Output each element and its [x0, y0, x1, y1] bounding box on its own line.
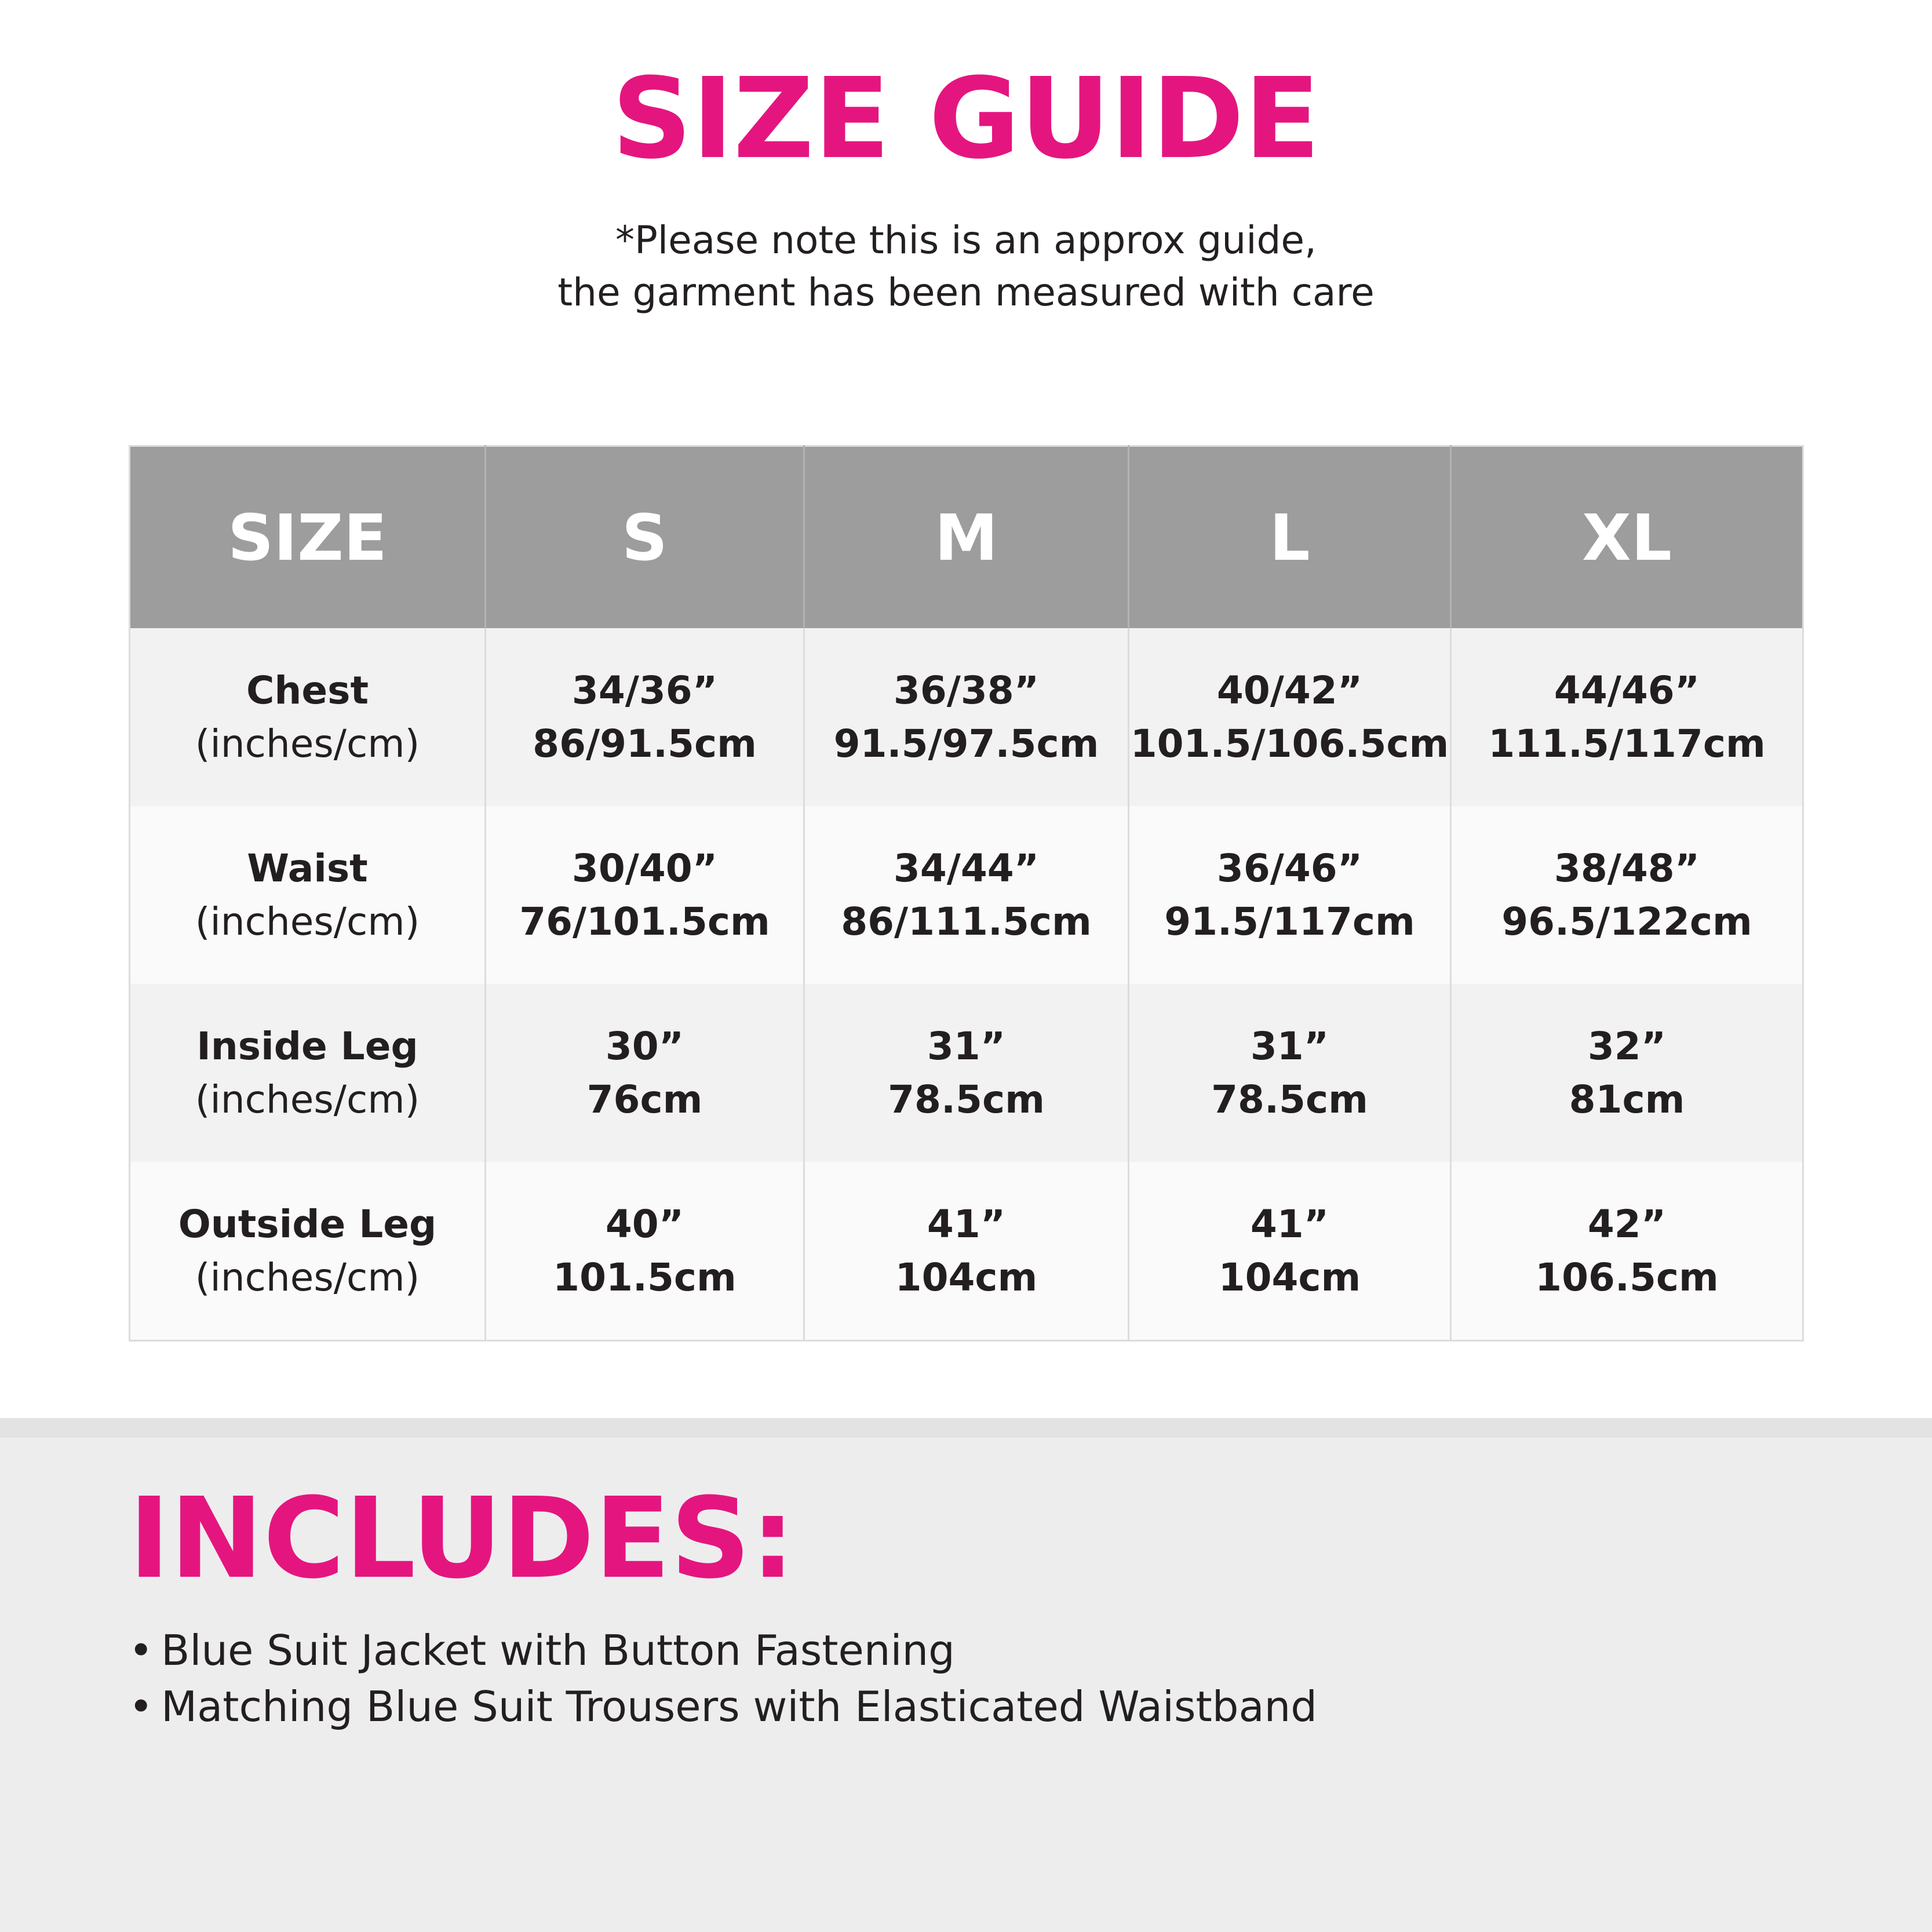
column-header-s: S [486, 446, 804, 629]
measure-unit: (inches/cm) [195, 1077, 420, 1122]
table-cell [1129, 628, 1451, 806]
includes-list [129, 1623, 1317, 1735]
measure-unit: (inches/cm) [195, 1255, 420, 1300]
cm-value: 111.5/117cm [1488, 721, 1766, 766]
bullet-icon: • [129, 1626, 154, 1675]
inches-value: 40” [605, 1201, 684, 1246]
cm-value: 101.5/106.5cm [1130, 721, 1449, 766]
page-title: SIZE GUIDE [611, 54, 1321, 184]
measure-name: Chest [246, 668, 369, 713]
row-label-cell [130, 984, 486, 1162]
inches-value: 44/46” [1554, 668, 1700, 713]
table-cell [804, 984, 1129, 1162]
cm-value: 78.5cm [888, 1077, 1045, 1122]
inches-value: 36/46” [1216, 845, 1363, 891]
disclaimer-note [0, 214, 1932, 319]
table-cell [1451, 628, 1803, 806]
table-cell [1129, 806, 1451, 984]
table-cell [1451, 806, 1803, 984]
column-header-xl: XL [1451, 446, 1803, 629]
measure-unit: (inches/cm) [195, 721, 420, 766]
list-item [129, 1679, 1317, 1735]
column-header-size: SIZE [130, 446, 486, 629]
inches-value: 36/38” [893, 668, 1040, 713]
cm-value: 104cm [1218, 1255, 1361, 1300]
table-header-row [130, 446, 1803, 629]
list-item-text: Blue Suit Jacket with Button Fastening [161, 1626, 955, 1675]
table-cell [1451, 984, 1803, 1162]
cm-value: 81cm [1569, 1077, 1685, 1122]
inches-value: 31” [927, 1023, 1006, 1069]
table-row-outside-leg [130, 1162, 1803, 1341]
note-line-1: *Please note this is an approx guide, [615, 218, 1317, 263]
size-table [129, 445, 1804, 1342]
note-line-2: the garment has been measured with care [557, 270, 1375, 315]
cm-value: 104cm [895, 1255, 1038, 1300]
table-cell [486, 984, 804, 1162]
inches-value: 30/40” [571, 845, 718, 891]
cm-value: 101.5cm [553, 1255, 737, 1300]
inches-value: 41” [927, 1201, 1006, 1246]
table-cell [486, 1162, 804, 1341]
row-label-cell [130, 806, 486, 984]
table-cell [804, 628, 1129, 806]
inches-value: 42” [1587, 1201, 1667, 1246]
table-cell [804, 1162, 1129, 1341]
inches-value: 40/42” [1216, 668, 1363, 713]
inches-value: 41” [1250, 1201, 1329, 1246]
list-item-text: Matching Blue Suit Trousers with Elasticated Waistband [161, 1682, 1317, 1731]
inches-value: 32” [1587, 1023, 1667, 1069]
measure-name: Waist [247, 845, 368, 891]
cm-value: 76cm [586, 1077, 703, 1122]
cm-value: 96.5/122cm [1501, 899, 1752, 944]
inches-value: 34/44” [893, 845, 1040, 891]
column-header-l: L [1129, 446, 1451, 629]
cm-value: 76/101.5cm [519, 899, 770, 944]
inches-value: 31” [1250, 1023, 1329, 1069]
table-cell [1451, 1162, 1803, 1341]
table-cell [1129, 1162, 1451, 1341]
table-row-waist [130, 806, 1803, 984]
cm-value: 86/91.5cm [533, 721, 757, 766]
table-row-chest [130, 628, 1803, 806]
bullet-icon: • [129, 1682, 154, 1731]
measure-unit: (inches/cm) [195, 899, 420, 944]
column-header-m: M [804, 446, 1129, 629]
cm-value: 86/111.5cm [841, 899, 1092, 944]
inches-value: 38/48” [1554, 845, 1700, 891]
inches-value: 30” [605, 1023, 684, 1069]
cm-value: 91.5/117cm [1164, 899, 1415, 944]
list-item [129, 1623, 1317, 1679]
measure-name: Outside Leg [178, 1201, 437, 1246]
row-label-cell [130, 1162, 486, 1341]
cm-value: 78.5cm [1211, 1077, 1368, 1122]
table-cell [804, 806, 1129, 984]
measure-name: Inside Leg [196, 1023, 418, 1069]
table-cell [486, 628, 804, 806]
inches-value: 34/36” [571, 668, 718, 713]
table-cell [1129, 984, 1451, 1162]
cm-value: 91.5/97.5cm [833, 721, 1099, 766]
cm-value: 106.5cm [1535, 1255, 1719, 1300]
includes-title: INCLUDES: [129, 1474, 796, 1603]
table-cell [486, 806, 804, 984]
row-label-cell [130, 628, 486, 806]
table-row-inside-leg [130, 984, 1803, 1162]
